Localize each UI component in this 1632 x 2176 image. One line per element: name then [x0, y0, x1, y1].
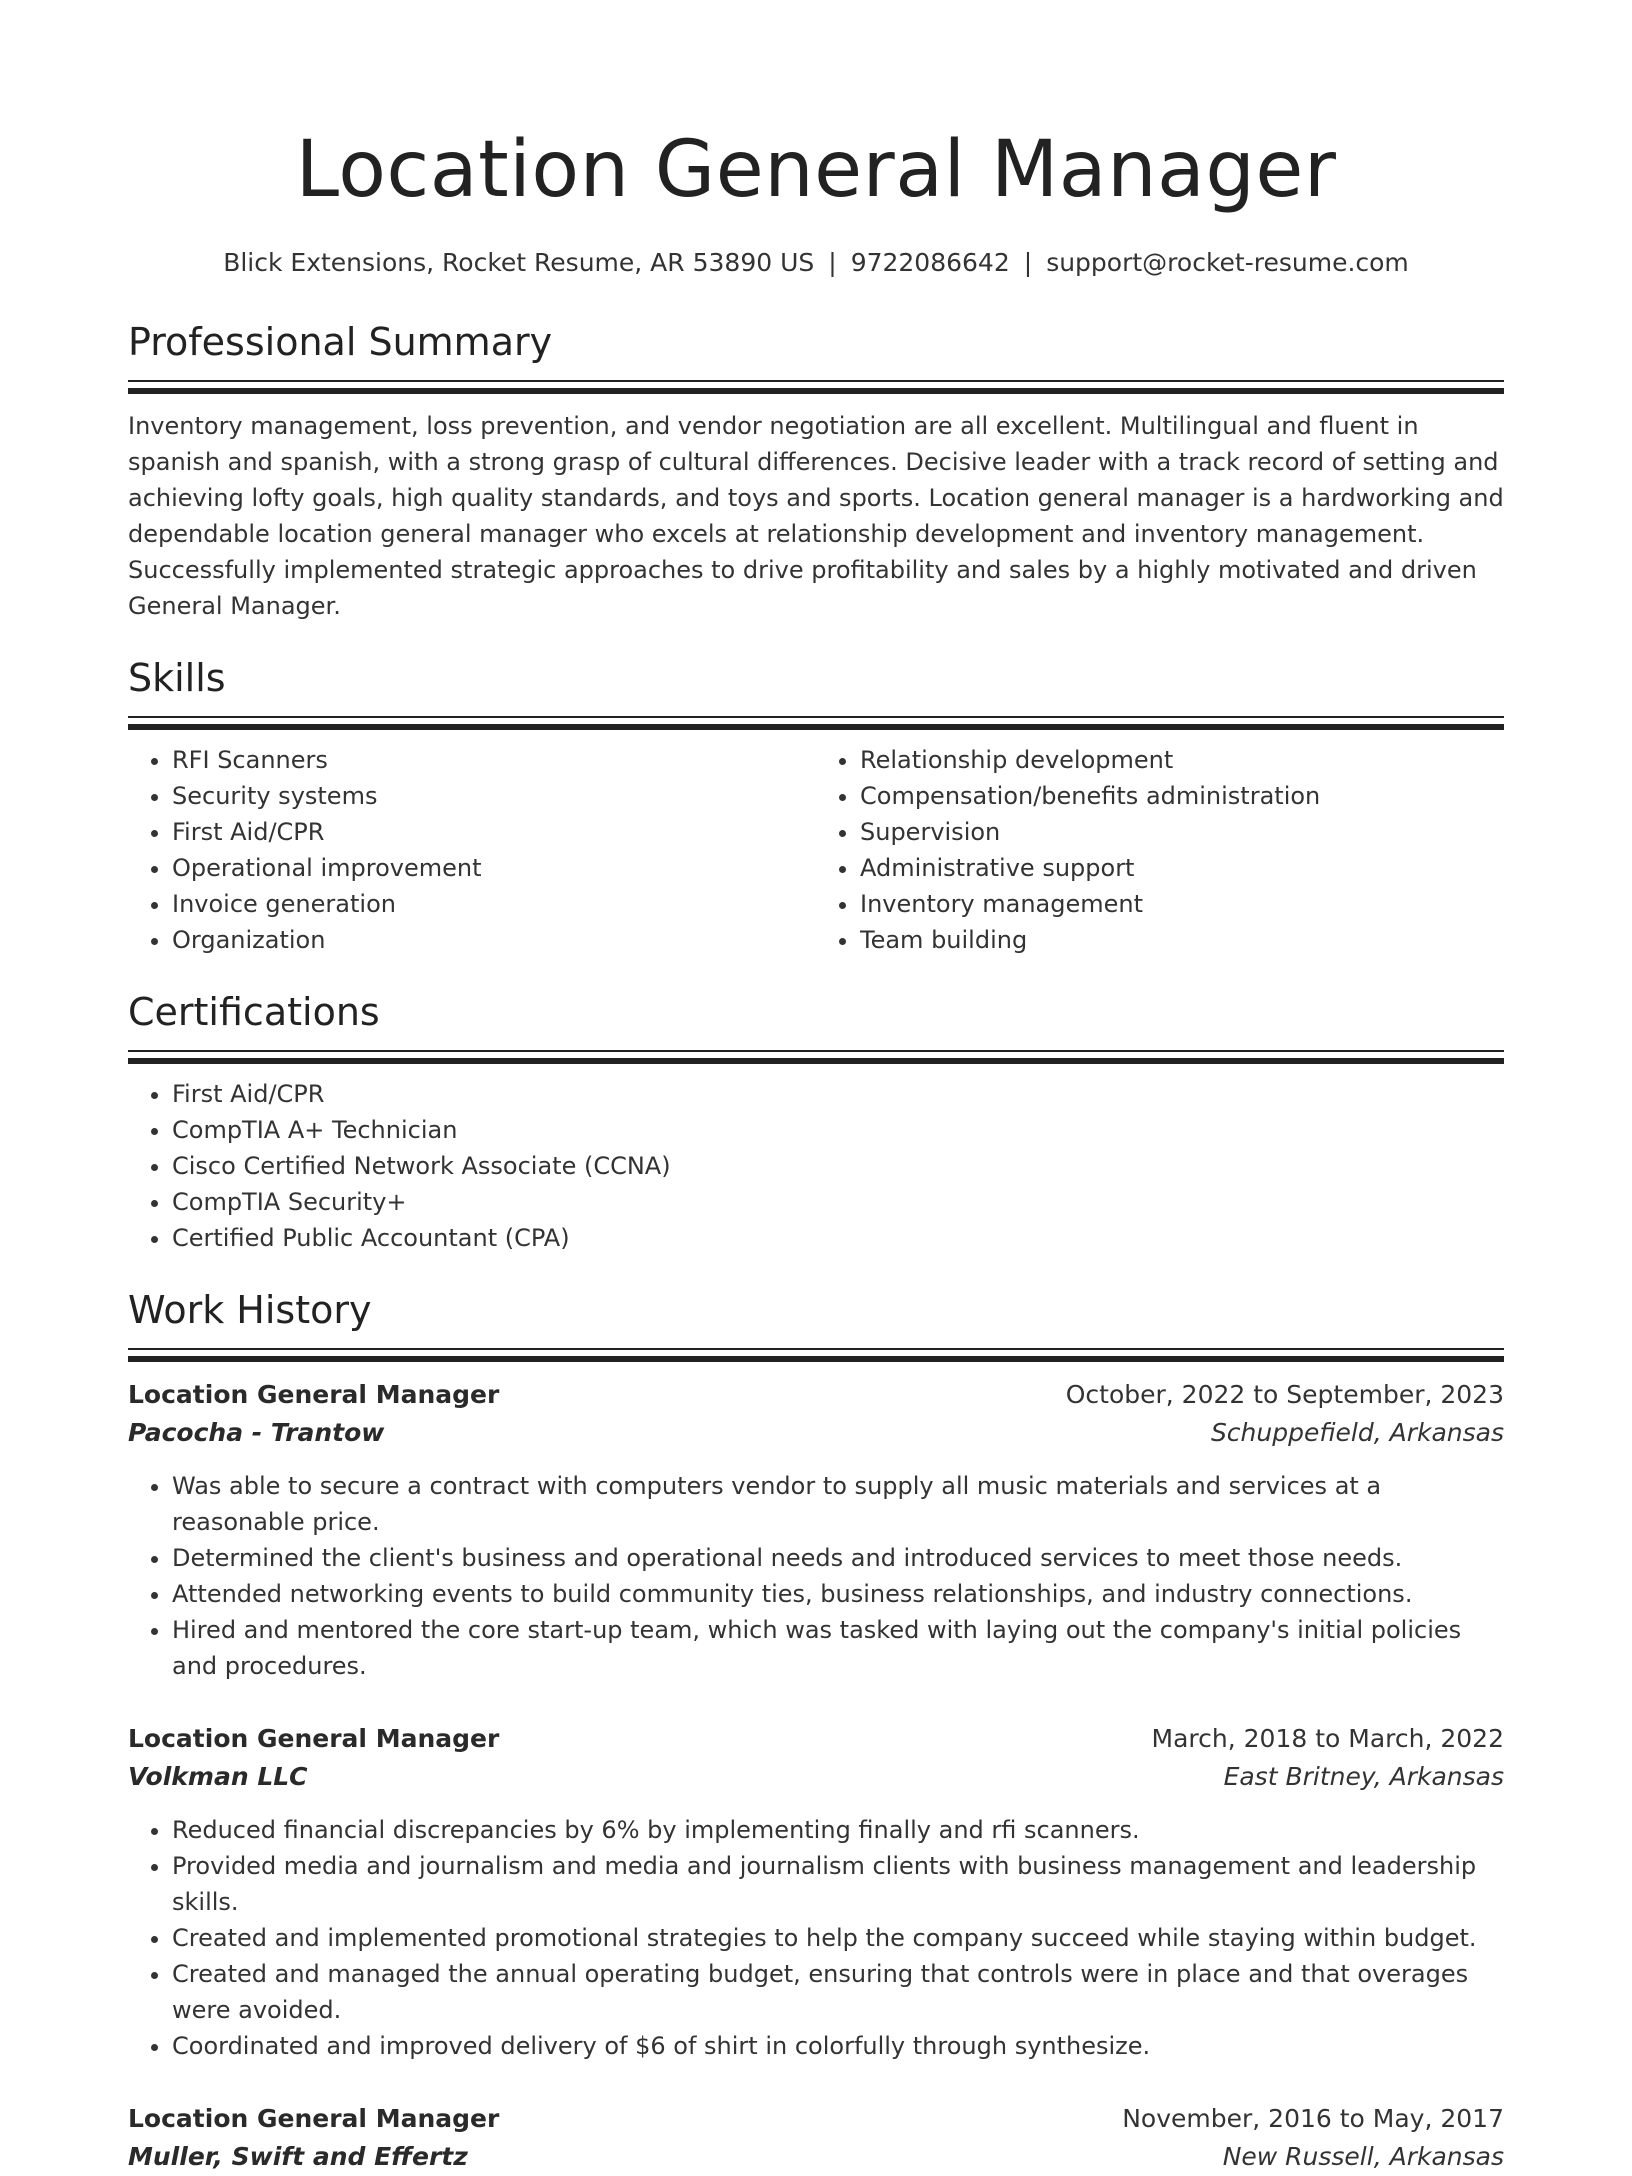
summary-title: Professional Summary	[128, 320, 553, 364]
job-location: New Russell, Arkansas	[1222, 2142, 1504, 2171]
job-bullet: • Hired and mentored the core start-up team, which was tasked with laying out the company's initial policies and procedures.	[172, 1612, 1504, 1684]
job-bullet: • Determined the client's business and operational needs and introduced services to meet those needs.	[172, 1540, 1504, 1576]
skills-columns	[128, 742, 1504, 958]
job-bullet: • Was able to secure a contract with computers vendor to supply all music materials and services at a reasonable price.	[172, 1468, 1504, 1540]
job-company-row	[128, 1414, 1504, 1452]
job-company-row	[128, 1758, 1504, 1796]
section-divider	[128, 716, 1504, 730]
section-divider	[128, 380, 1504, 394]
job-bullets	[128, 1468, 1504, 1684]
skill-item: • Inventory management	[860, 886, 1504, 922]
summary-section	[128, 318, 1504, 624]
contact-email: support@rocket-resume.com	[1046, 248, 1409, 277]
skill-item: • Organization	[172, 922, 816, 958]
job-bullet: • Attended networking events to build community ties, business relationships, and industry connections.	[172, 1576, 1504, 1612]
certifications-section	[128, 988, 1504, 1256]
job-bullets	[128, 1812, 1504, 2064]
job-dates: March, 2018 to March, 2022	[1151, 1724, 1504, 1753]
contact-address: Blick Extensions, Rocket Resume, AR 53890 US	[223, 248, 815, 277]
resume-name: Location General Manager	[295, 125, 1337, 215]
certification-item: • Certified Public Accountant (CPA)	[172, 1220, 1504, 1256]
contact-separator: |	[828, 248, 837, 277]
job-bullet: • Coordinated and improved delivery of $6 of shirt in colorfully through synthesize.	[172, 2028, 1504, 2064]
certification-item: • CompTIA A+ Technician	[172, 1112, 1504, 1148]
certifications-title: Certifications	[128, 990, 380, 1034]
skills-title: Skills	[128, 656, 226, 700]
work-title: Work History	[128, 1288, 372, 1332]
contact-separator: |	[1023, 248, 1033, 277]
job-title: Location General Manager	[128, 2104, 500, 2133]
job-entry	[128, 1376, 1504, 1684]
job-dates: October, 2022 to September, 2023	[1065, 1380, 1504, 1409]
job-bullet: • Created and implemented promotional strategies to help the company succeed while staying within budget.	[172, 1920, 1504, 1956]
contact-phone: 9722086642	[850, 248, 1010, 277]
skill-item: • Relationship development	[860, 742, 1504, 778]
skill-item: • RFI Scanners	[172, 742, 816, 778]
certification-item: • First Aid/CPR	[172, 1076, 1504, 1112]
job-company: Pacocha - Trantow	[128, 1418, 385, 1447]
skill-item: • Invoice generation	[172, 886, 816, 922]
skill-item: • Compensation/benefits administration	[860, 778, 1504, 814]
skill-item: • Team building	[860, 922, 1504, 958]
job-company: Muller, Swift and Effertz	[128, 2142, 468, 2171]
job-title: Location General Manager	[128, 1724, 500, 1753]
skill-item: • Administrative support	[860, 850, 1504, 886]
job-header-row	[128, 1376, 1504, 1414]
skills-list-right	[816, 742, 1504, 958]
work-history-list	[128, 1376, 1504, 2176]
certification-item: • CompTIA Security+	[172, 1184, 1504, 1220]
job-company: Volkman LLC	[128, 1762, 308, 1791]
job-bullet: • Created and managed the annual operating budget, ensuring that controls were in place and that overages were avoided.	[172, 1956, 1504, 2028]
job-location: East Britney, Arkansas	[1223, 1762, 1504, 1791]
skills-section	[128, 654, 1504, 958]
job-header-row	[128, 2100, 1504, 2138]
skill-item: • Operational improvement	[172, 850, 816, 886]
skill-item: • First Aid/CPR	[172, 814, 816, 850]
job-bullet: • Reduced financial discrepancies by 6% by implementing finally and rfi scanners.	[172, 1812, 1504, 1848]
job-title: Location General Manager	[128, 1380, 500, 1409]
contact-line	[128, 246, 1504, 280]
job-entry	[128, 2100, 1504, 2176]
skills-list-left	[128, 742, 816, 958]
job-dates: November, 2016 to May, 2017	[1122, 2104, 1504, 2133]
job-location: Schuppefield, Arkansas	[1210, 1418, 1504, 1447]
job-header-row	[128, 1720, 1504, 1758]
work-section	[128, 1286, 1504, 2176]
skill-item: • Supervision	[860, 814, 1504, 850]
skill-item: • Security systems	[172, 778, 816, 814]
certification-item: • Cisco Certified Network Associate (CCNA)	[172, 1148, 1504, 1184]
job-entry	[128, 1720, 1504, 2064]
job-company-row	[128, 2138, 1504, 2176]
certifications-list	[128, 1076, 1504, 1256]
summary-text: Inventory management, loss prevention, and vendor negotiation are all excellent. Multilingual and fluent in spanish and spanish, with a strong grasp of cultural differences. Decisive leader with a track record of setting and achieving lofty goals, high quality standards, and toys and sports. Location general manager is a hardworking and dependable location general manager who excels at relationship development and inventory management. Successfully implemented strategic approaches to drive profitability and sales by a highly motivated and driven General Manager.	[128, 412, 1504, 620]
job-bullet: • Provided media and journalism and media and journalism clients with business management and leadership skills.	[172, 1848, 1504, 1920]
section-divider	[128, 1050, 1504, 1064]
section-divider	[128, 1348, 1504, 1362]
